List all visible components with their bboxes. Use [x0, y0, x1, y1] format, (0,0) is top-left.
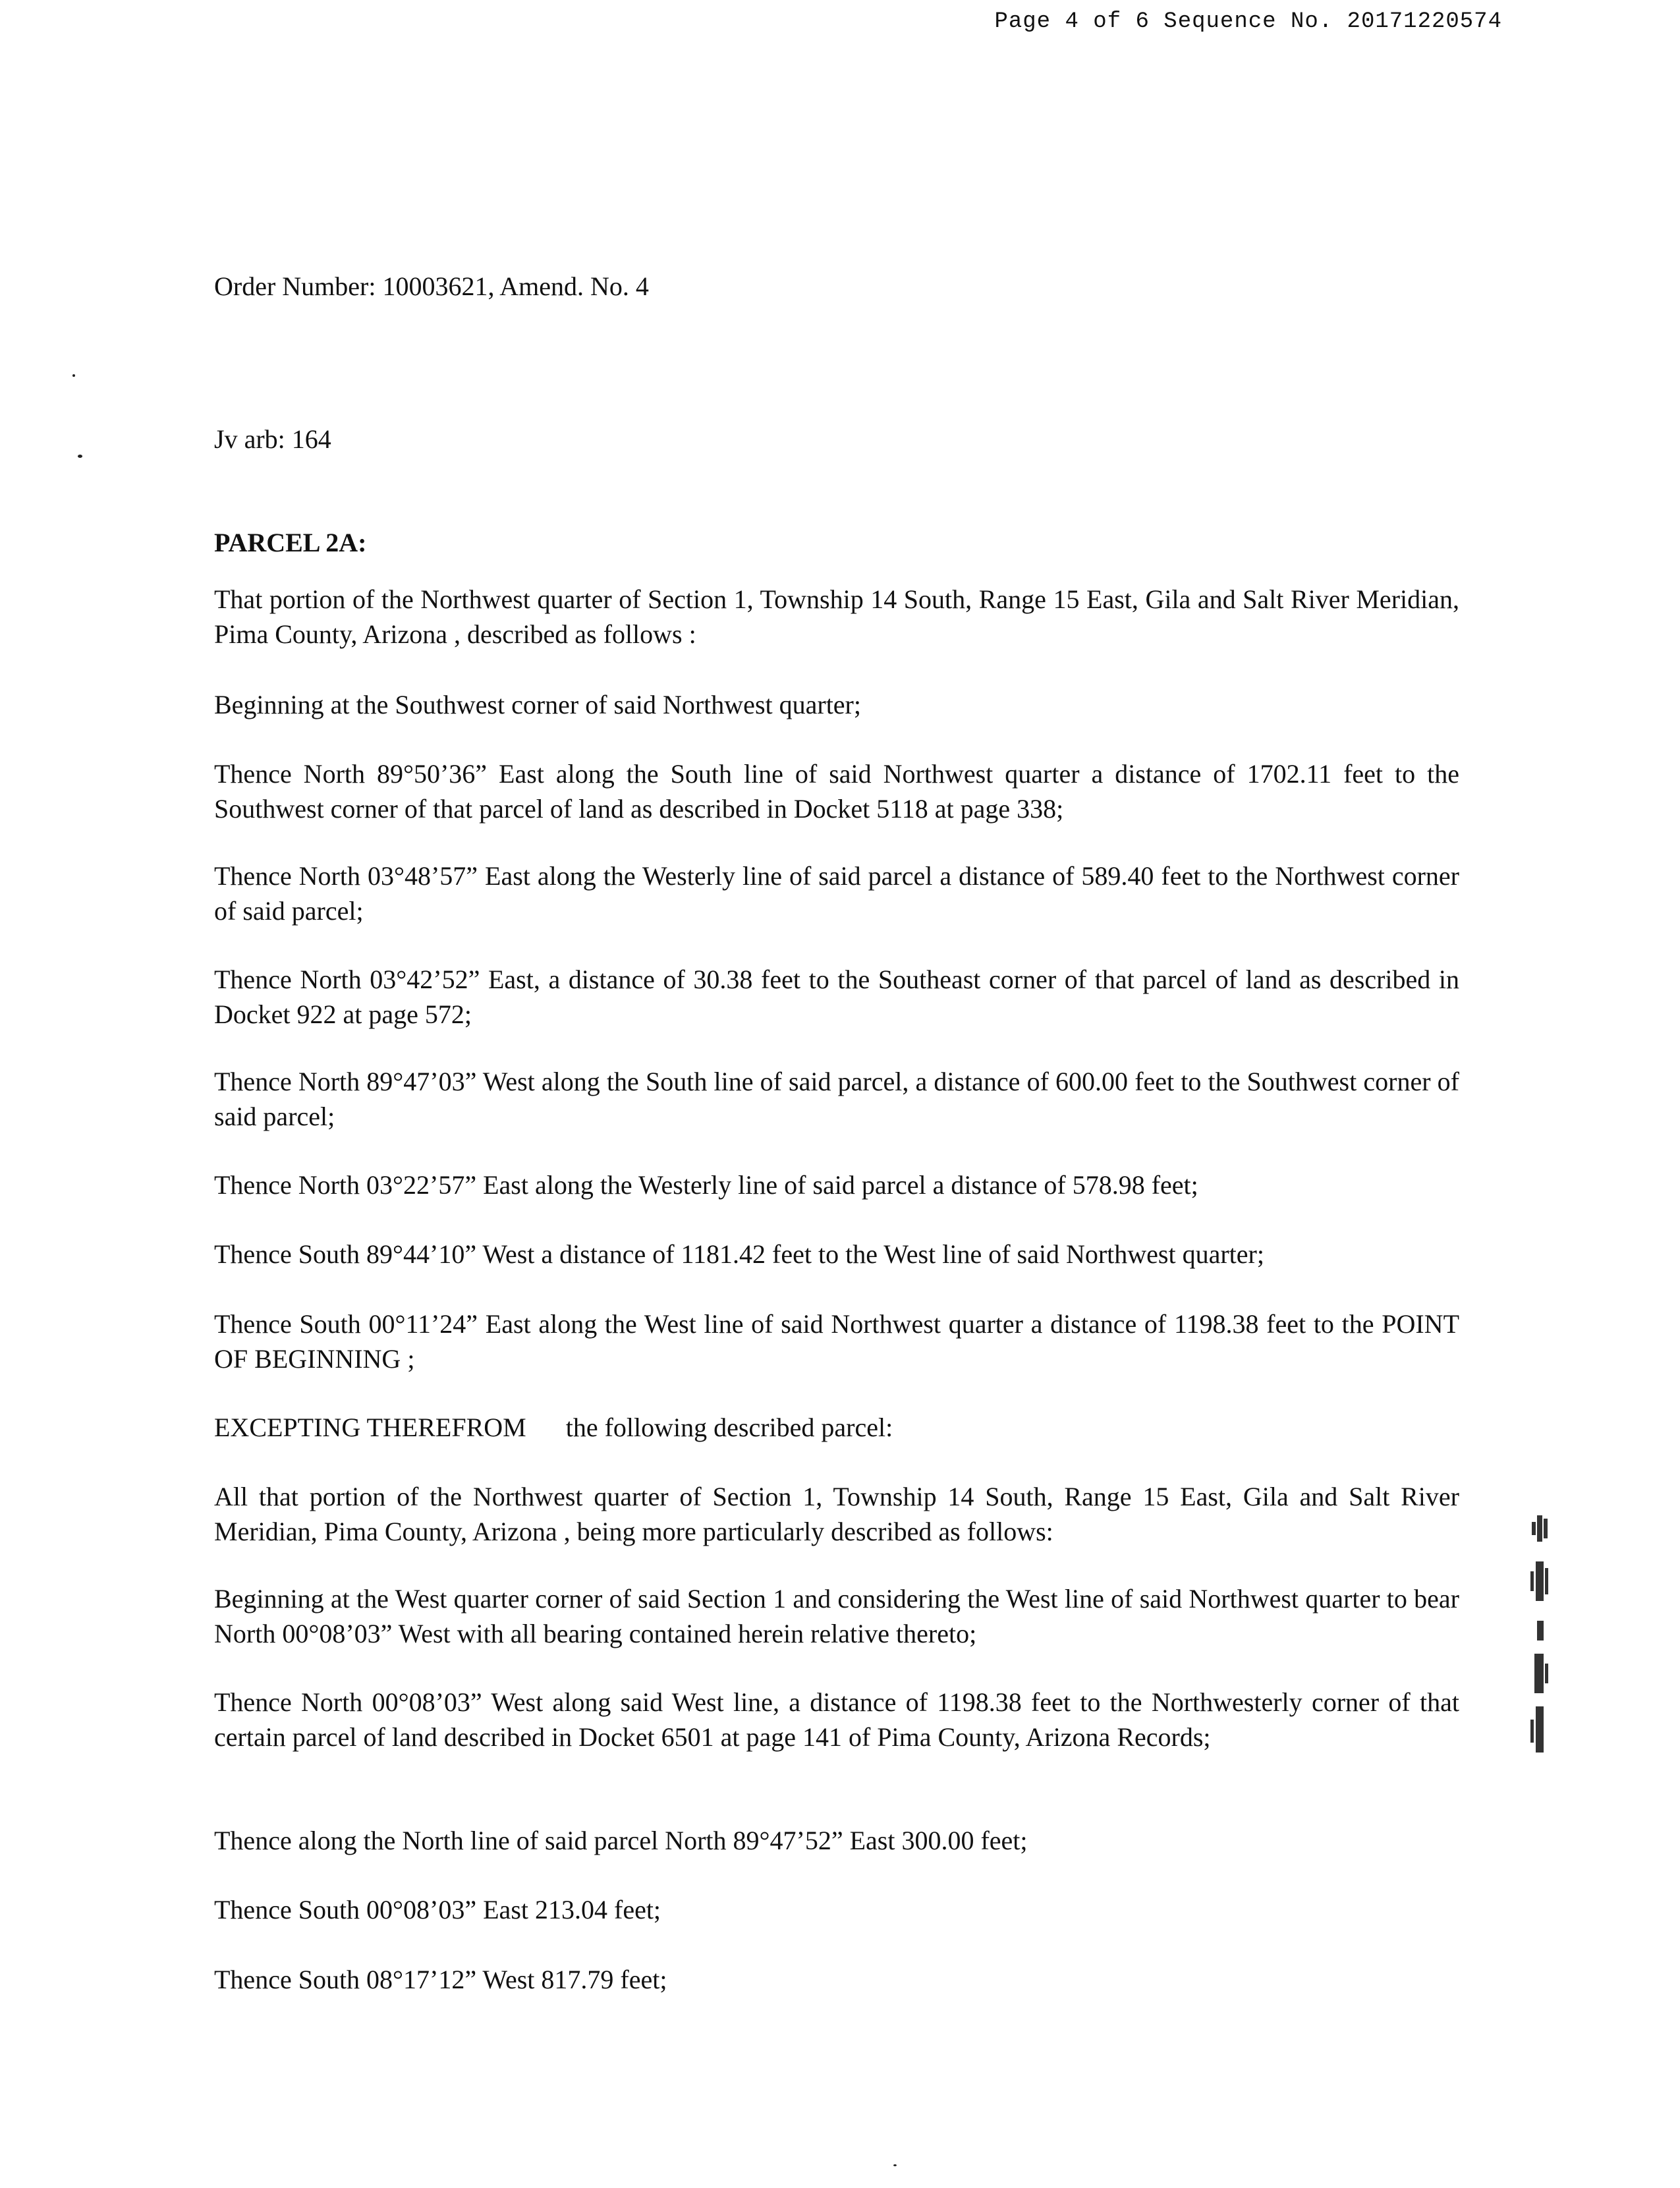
- call-7: Thence South 00°11’24” East along the West line of said Northwest quarter a distance of 1198.38 feet to the POINT OF BEGINNING ;: [214, 1309, 1459, 1374]
- excepting-label: EXCEPTING THEREFROM: [214, 1413, 526, 1442]
- call-1: Thence North 89°50’36” East along the South line of said Northwest quarter a distance of 1702.11 feet to the Southwest corner of that parcel of land as described in Docket 5118 at page 338;: [214, 759, 1459, 824]
- exception-beginning: Beginning at the West quarter corner of said Section 1 and considering the West line of said Northwest quarter to bear North 00°08’03” West with all bearing contained herein relative thereto;: [214, 1584, 1459, 1648]
- parcel-beginning: Beginning at the Southwest corner of said Northwest quarter;: [214, 690, 861, 719]
- call-2: Thence North 03°48’57” East along the Westerly line of said parcel a distance of 589.40 feet to the Northwest corner of said parcel;: [214, 861, 1459, 926]
- call-3: Thence North 03°42’52” East, a distance of 30.38 feet to the Southeast corner of that parcel of land as described in Docket 922 at page 572;: [214, 965, 1459, 1029]
- excepting-line: [214, 1410, 1459, 1445]
- scan-speck: [893, 2164, 897, 2166]
- exception-call-2: Thence along the North line of said parcel North 89°47’52” East 300.00 feet;: [214, 1826, 1028, 1855]
- call-5: Thence North 03°22’57” East along the Westerly line of said parcel a distance of 578.98 feet;: [214, 1170, 1198, 1200]
- margin-recording-stamp-icon: [1525, 1509, 1555, 1772]
- parcel-title: PARCEL 2A:: [214, 528, 367, 557]
- scan-speck: [78, 455, 82, 458]
- excepting-text: the following described parcel:: [565, 1413, 893, 1442]
- exception-intro: All that portion of the Northwest quarter of Section 1, Township 14 South, Range 15 East, Gila and Salt River Meridian, Pima County, Arizona , being more particularly described as follows:: [214, 1482, 1459, 1546]
- call-6: Thence South 89°44’10” West a distance of 1181.42 feet to the West line of said Northwest quarter;: [214, 1239, 1264, 1269]
- exception-call-3: Thence South 00°08’03” East 213.04 feet;: [214, 1895, 661, 1924]
- jv-arb: Jv arb: 164: [214, 424, 331, 454]
- page-sequence-header: Page 4 of 6 Sequence No. 20171220574: [994, 9, 1502, 34]
- parcel-intro: That portion of the Northwest quarter of Section 1, Township 14 South, Range 15 East, Gila and Salt River Meridian, Pima County, Arizona , described as follows :: [214, 584, 1459, 649]
- order-number: Order Number: 10003621, Amend. No. 4: [214, 271, 649, 301]
- exception-call-4: Thence South 08°17’12” West 817.79 feet;: [214, 1965, 667, 1994]
- call-4: Thence North 89°47’03” West along the South line of said parcel, a distance of 600.00 feet to the Southwest corner of said parcel;: [214, 1067, 1459, 1131]
- scan-speck: [72, 374, 75, 377]
- exception-call-1: Thence North 00°08’03” West along said West line, a distance of 1198.38 feet to the Northwesterly corner of that certain parcel of land described in Docket 6501 at page 141 of Pima County, Arizona Records;: [214, 1687, 1459, 1752]
